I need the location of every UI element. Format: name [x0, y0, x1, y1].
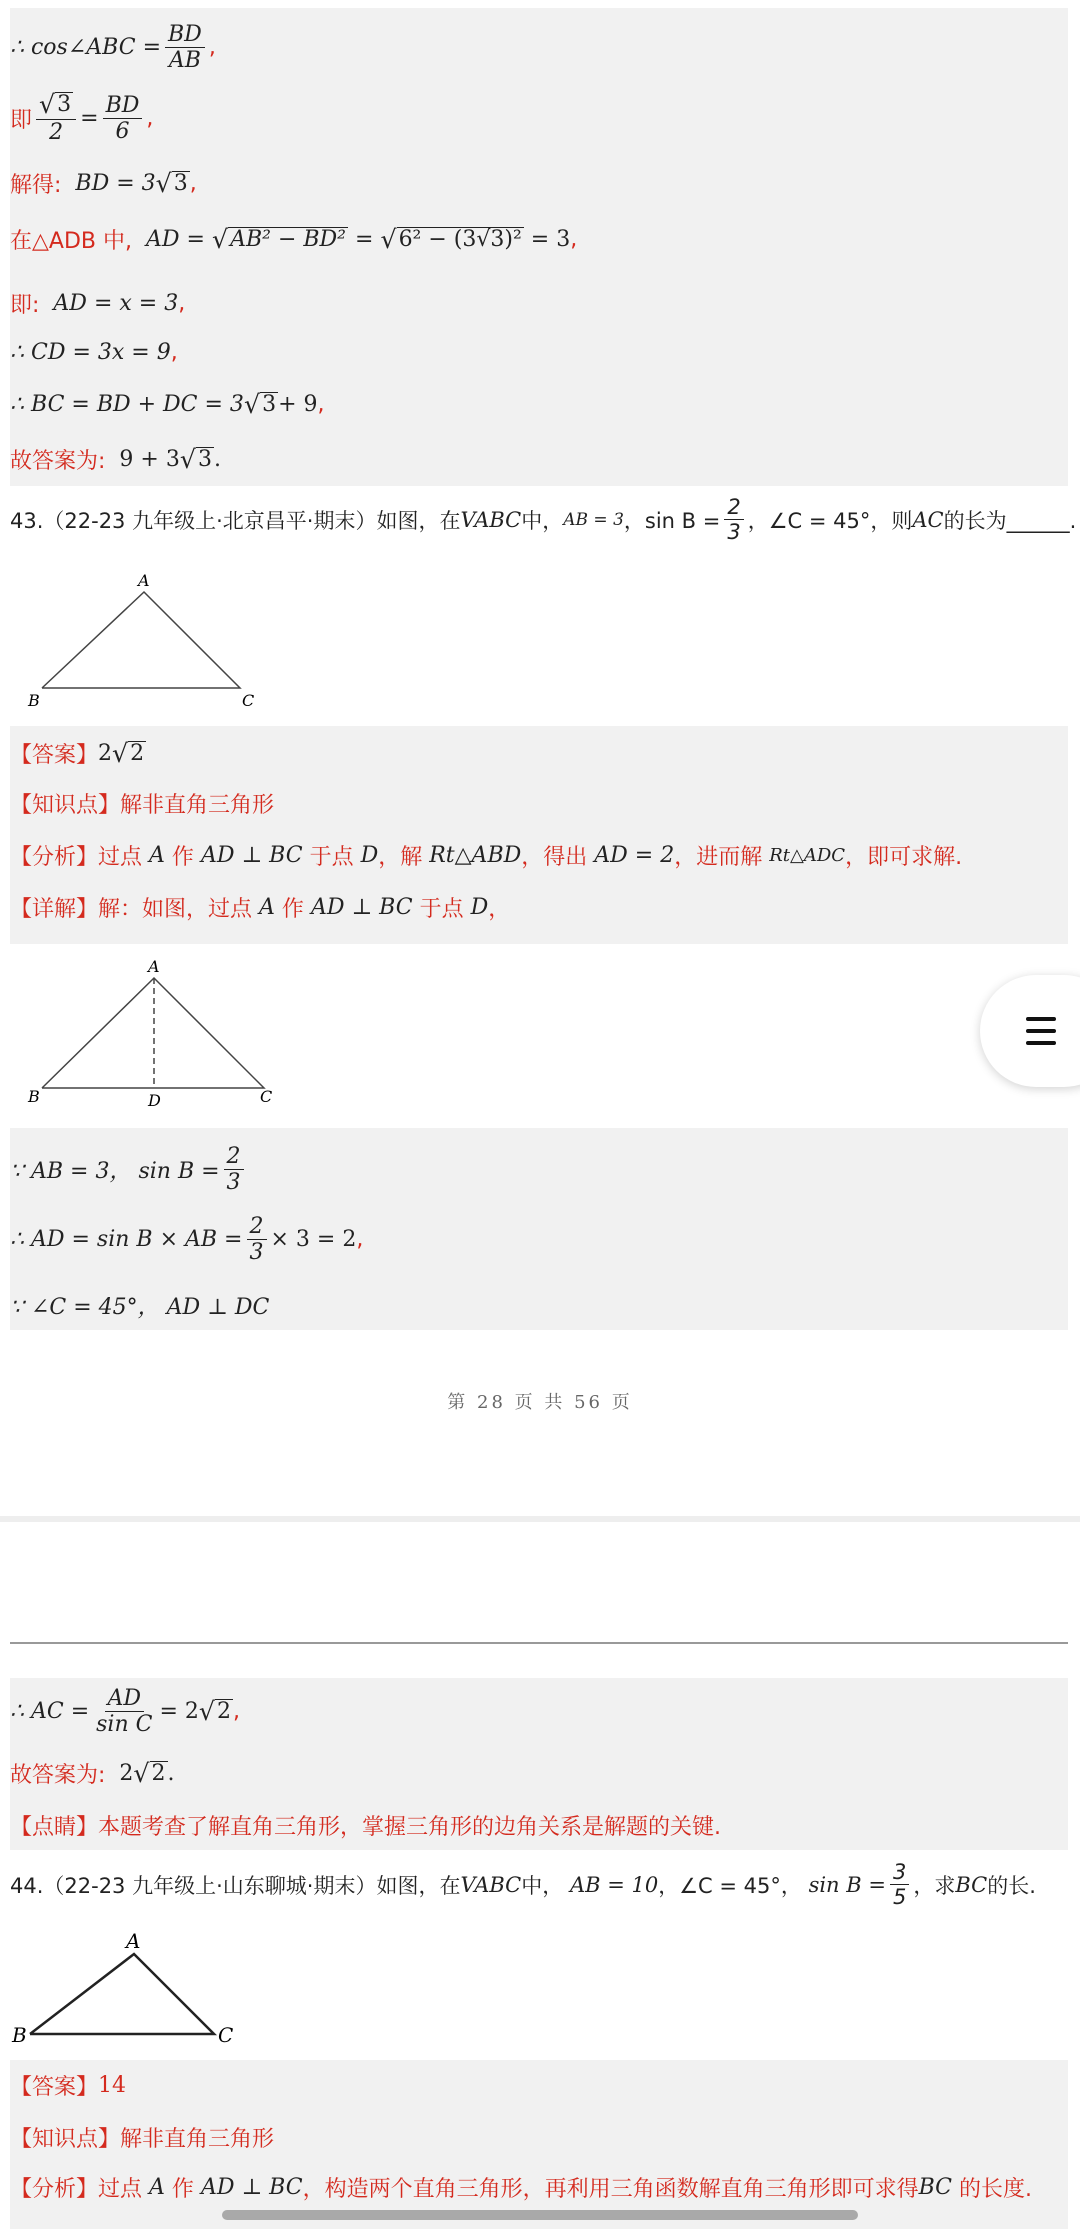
solution-line-1: ∴ cos∠ABC = $\frac{BD}{AB}$ ,: [10, 22, 216, 74]
vertex-label-c: C: [260, 1087, 273, 1106]
sqrt: √ 3: [179, 444, 212, 474]
vertex-label-b: B: [28, 691, 40, 710]
vertex-label-c: C: [242, 691, 255, 710]
page-footer: 第 28 页 共 56 页: [447, 1392, 633, 1413]
solution-line-6: ∴ CD = 3x = 9 ,: [10, 340, 178, 365]
sqrt: √ AB² − BD²: [211, 224, 346, 254]
triangle-figure-q43: [20, 570, 260, 710]
fraction: $\frac{2}{3}$: [224, 1144, 244, 1196]
question-43: 43.（22-23 九年级上·北京昌平·期末）如图，在 VABC 中， AB = 3 ，sin B = $\frac{2}{3}$ ，∠C = 45°，则 AC 的长为______.: [10, 495, 1077, 545]
page-separator: [0, 1516, 1080, 1522]
vertex-label-a: A: [138, 571, 150, 590]
fraction: $\frac{2}{3}$: [247, 1214, 267, 1266]
step-line-1: ∵ AB = 3， sin B = $\frac{2}{3}$: [10, 1144, 248, 1196]
fraction: $\frac{AD}{\text{sin C}}$: [96, 1686, 153, 1738]
analysis-line: 【分析】 过点 A 作 AD ⊥ BC ，构造两个直角三角形，再利用三角函数解直角三角形即可求得 BC 的长度.: [10, 2175, 1032, 2202]
fraction: $\frac{2}{3}$: [724, 495, 743, 544]
fraction: √ 3 2: [36, 92, 76, 146]
triangle-altitude-figure: [10, 946, 294, 1126]
solution-line-8: 故答案为: 9 + 3 √ 3 .: [10, 444, 221, 474]
step-line-2: ∴ AD = sin B × AB = $\frac{2}{3}$ × 3 = 2 ,: [10, 1214, 364, 1266]
step-line-4: ∴ AC = $\frac{AD}{\text{sin C}}$ = 2 √ 2 ,: [10, 1686, 241, 1738]
sqrt: √ 6² − (3√3)²: [380, 224, 522, 254]
knowledge-line: 【知识点】 解非直角三角形: [10, 793, 275, 818]
sqrt: √ 2: [112, 738, 145, 768]
hamburger-menu-icon[interactable]: [980, 975, 1080, 1087]
vertex-label-b: B: [28, 1087, 40, 1106]
vertex-label-d: D: [148, 1091, 161, 1110]
vertex-label-b: B: [12, 2023, 27, 2047]
knowledge-line: 【知识点】 解非直角三角形: [10, 2127, 275, 2152]
vertex-label-a: A: [148, 957, 160, 976]
fraction: $\frac{BD}{AB}$: [165, 22, 205, 74]
sqrt: √ 2: [198, 1697, 232, 1727]
sqrt: √ 3: [243, 390, 277, 419]
home-indicator[interactable]: [222, 2210, 858, 2220]
sqrt: √ 3: [155, 168, 188, 198]
sqrt: √ 2: [133, 1758, 166, 1788]
fraction: $\frac{3}{5}$: [890, 1860, 909, 1909]
triangle-figure-q44: [8, 1930, 248, 2050]
solution-line-5: 即: AD = x = 3 ,: [10, 291, 186, 318]
solution-line-2: 即 √ 3 2 = $\frac{BD}{6}$ ,: [10, 90, 154, 146]
vertex-label-a: A: [126, 1930, 141, 1953]
vertex-label-c: C: [218, 2023, 234, 2047]
detail-line: 【详解】 解：如图，过点 A 作 AD ⊥ BC 于点 D ，: [10, 895, 511, 922]
answer-line: 【答案】 2 √ 2: [10, 738, 145, 768]
solution-line-7: ∴ BC = BD + DC = 3 √ 3 + 9 ,: [10, 390, 325, 419]
page-top-rule: [10, 1642, 1068, 1644]
comment-line: 【点睛】 本题考查了解直角三角形，掌握三角形的边角关系是解题的关键.: [10, 1815, 722, 1840]
step-line-3: ∵ ∠C = 45°， AD ⊥ DC: [10, 1295, 270, 1320]
solution-line-4: 在△ADB 中, AD = √ AB² − BD² = √ 6² − (3√3)² = 3 ,: [10, 224, 578, 254]
question-44: 44.（22-23 九年级上·山东聊城·期末）如图，在 VABC 中， AB = 10 ，∠C = 45°， sin B = $\frac{3}{5}$ ，求 BC 的长.: [10, 1860, 1036, 1910]
fraction: $\frac{BD}{6}$: [103, 93, 143, 145]
analysis-line: 【分析】 过点 A 作 AD ⊥ BC 于点 D ，解 Rt△ABD ，得出 AD = 2 ，进而解 Rt△ADC ，即可求解.: [10, 843, 963, 870]
solution-line-3: 解得: BD = 3 √ 3 ,: [10, 168, 197, 198]
step-line-5: 故答案为: 2 √ 2 .: [10, 1758, 175, 1788]
answer-line: 【答案】 14: [10, 2073, 127, 2100]
